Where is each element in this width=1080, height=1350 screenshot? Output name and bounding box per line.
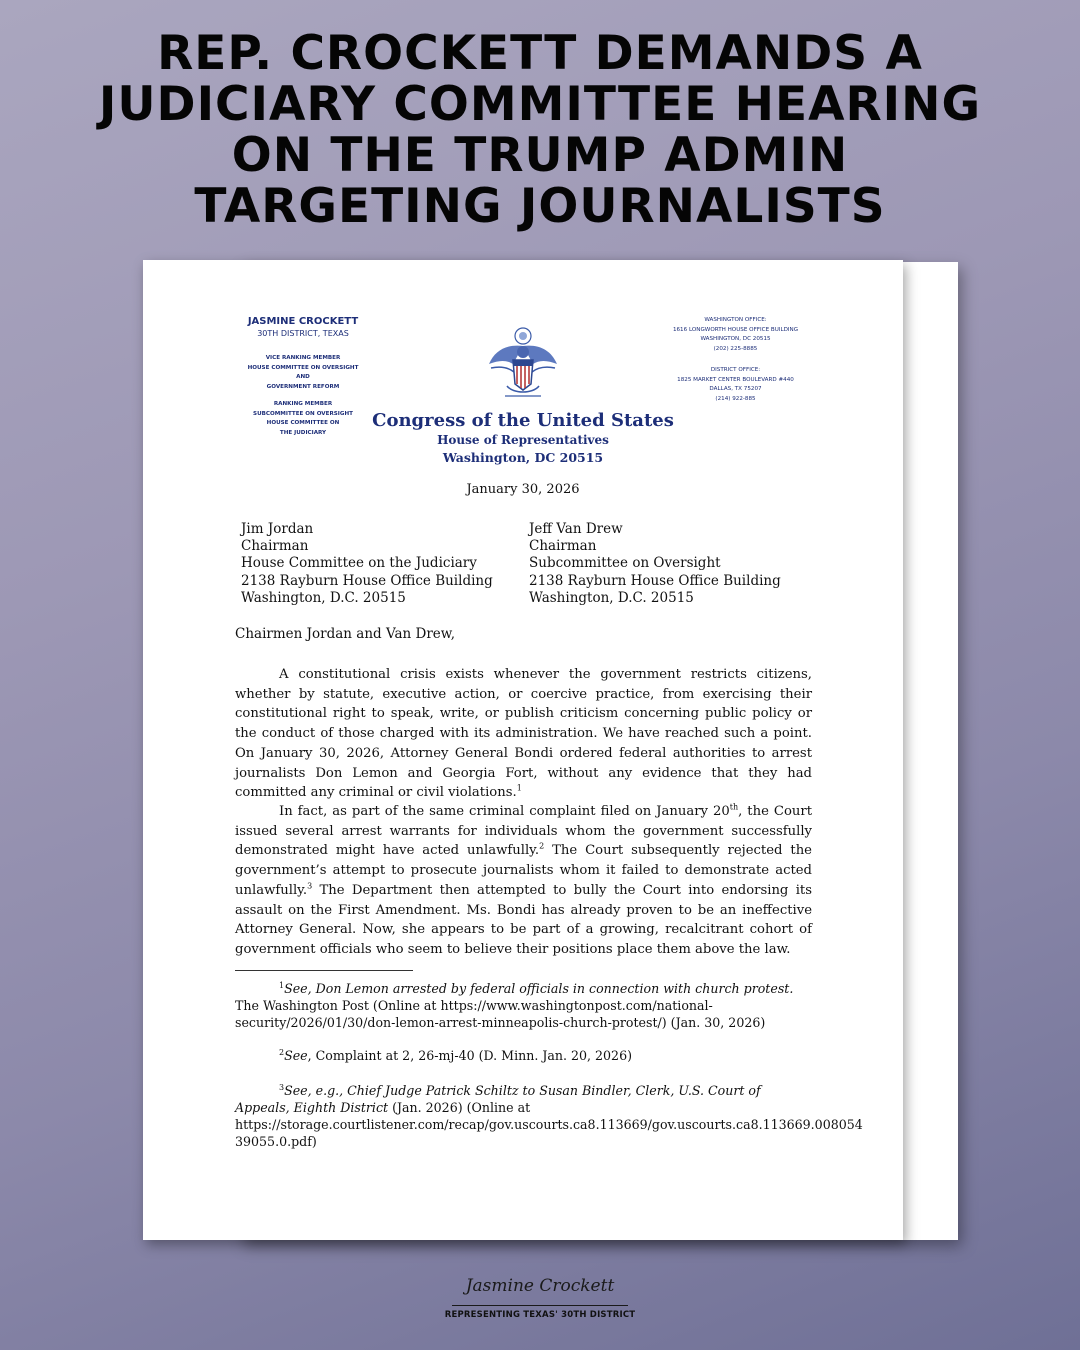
recipient-line: Chairman	[241, 538, 309, 555]
paragraph-2-text: The Court subsequently rejected the government’s attempt to prosecute journalists whom it failed to demonstrate acted unlawfully.	[235, 843, 812, 898]
recipient-jordan	[241, 521, 493, 607]
salutation: Chairmen Jordan and Van Drew,	[235, 626, 456, 642]
recipient-line: Jeff Van Drew	[529, 521, 623, 537]
recipient-line: Chairman	[529, 538, 597, 555]
headline-line-2: JUDICIARY COMMITTEE HEARING	[98, 77, 982, 132]
paragraph-2-text: In fact, as part of the same criminal complaint filed on January 20	[279, 804, 730, 819]
footnote-italic: See, e.g., Chief Judge Patrick Schiltz to Susan Bindler, Clerk, U.S. Court of Appeals, Eighth District	[235, 1083, 761, 1115]
ordinal-suffix: th	[729, 802, 739, 812]
city-title: Washington, DC 20515	[442, 450, 604, 465]
footnote-3	[235, 1082, 863, 1150]
paragraph-1-text: A constitutional crisis exists whenever the government restricts citizens, whether by statute, executive action, or coercive practice, from exercising their constitutional right to speak, write, or publish criticism concerning public policy or the conduct of those charged with its administration. We have reached such a point. On January 30, 2026, Attorney General Bondi ordered federal authorities to arrest journalists Don Lemon and Georgia Fort, without any evidence that they had committed any criminal or civil violations.	[235, 667, 812, 801]
signature-underline	[452, 1305, 628, 1306]
footnote-number: 1	[279, 980, 285, 990]
headline-line-1: REP. CROCKETT DEMANDS A	[157, 26, 923, 81]
letterhead-offices-block	[663, 316, 808, 404]
congress-title: Congress of the United States	[372, 410, 674, 431]
recipient-line: Washington, D.C. 20515	[241, 589, 406, 606]
house-title: House of Representatives	[437, 433, 609, 447]
footnote-2	[235, 1047, 815, 1064]
recipient-line: 2138 Rayburn House Office Building	[529, 572, 781, 589]
paragraph-2	[235, 802, 812, 960]
headline-line-4: TARGETING JOURNALISTS	[194, 179, 886, 234]
member-district: 30TH DISTRICT, TEXAS	[257, 329, 349, 338]
letter-page	[143, 260, 903, 1240]
paragraph-1	[235, 665, 812, 803]
footnote-italic: See	[284, 1048, 308, 1063]
recipient-line: Washington, D.C. 20515	[529, 589, 694, 606]
recipient-line: Jim Jordan	[241, 521, 314, 537]
letter-date: January 30, 2026	[466, 482, 580, 497]
member-role-judiciary: RANKING MEMBER SUBCOMMITTEE ON OVERSIGHT HOUSE COMMITTEE ON THE JUDICIARY	[253, 401, 353, 436]
footnote-divider	[235, 970, 413, 971]
recipient-van-drew	[529, 521, 781, 607]
paragraph-2-text: The Department then attempted to bully the Court into endorsing its assault on the First Amendment. Ms. Bondi has already proven to be an ineffective Attorney General. Now, she appears to be part of a growing, recalcitrant cohort of government officials who seem to believe their positions place them above the law.	[235, 882, 812, 957]
footer-tagline: REPRESENTING TEXAS' 30TH DISTRICT	[444, 1310, 636, 1320]
house-seal-icon	[487, 326, 559, 402]
footnote-1	[235, 980, 815, 1031]
recipient-line: 2138 Rayburn House Office Building	[241, 572, 493, 589]
letterhead-member-block	[243, 316, 363, 438]
footnote-text: (Jan. 2026) (Online at https://storage.courtlistener.com/recap/gov.uscourts.ca8.113669/gov.uscourts.ca8.113669.008054 39055.0.pdf)	[235, 1100, 863, 1149]
footnote-ref-1[interactable]: 1	[516, 783, 522, 793]
district-office: DISTRICT OFFICE: 1825 MARKET CENTER BOULEVARD #440 DALLAS, TX 75207 (214) 922-885	[677, 367, 794, 402]
footnote-ref-2[interactable]: 2	[539, 842, 545, 852]
signature-logo: Jasmine Crockett	[465, 1276, 615, 1296]
footnote-text: The Washington Post (Online at https://www.washingtonpost.com/national-security/2026/01/30/don-lemon-arrest-minneapolis-church-protest/) (Jan. 30, 2026)	[235, 998, 766, 1030]
recipient-line: House Committee on the Judiciary	[241, 555, 477, 572]
member-name: JASMINE CROCKETT	[247, 316, 359, 327]
footnote-text: , Complaint at 2, 26-mj-40 (D. Minn. Jan. 20, 2026)	[307, 1048, 632, 1063]
recipient-line: Subcommittee on Oversight	[529, 555, 721, 572]
footnote-number: 2	[279, 1047, 285, 1057]
member-role-oversight: VICE RANKING MEMBER HOUSE COMMITTEE ON OVERSIGHT AND GOVERNMENT REFORM	[247, 355, 359, 390]
headline-line-3: ON THE TRUMP ADMIN	[231, 128, 849, 183]
footnote-ref-3[interactable]: 3	[307, 881, 313, 891]
footnote-number: 3	[279, 1082, 285, 1092]
congress-heading	[353, 410, 693, 466]
footnote-italic: See, Don Lemon arrested by federal officials in connection with church protest.	[284, 981, 794, 996]
paragraph-2-text: , the Court issued several arrest warrants for individuals whom the government successfully demonstrated might have acted unlawfully.	[235, 804, 812, 859]
headline	[0, 28, 1080, 232]
washington-office: WASHINGTON OFFICE: 1616 LONGWORTH HOUSE OFFICE BUILDING WASHINGTON, DC 20515 (202) 225-8885	[672, 317, 799, 352]
